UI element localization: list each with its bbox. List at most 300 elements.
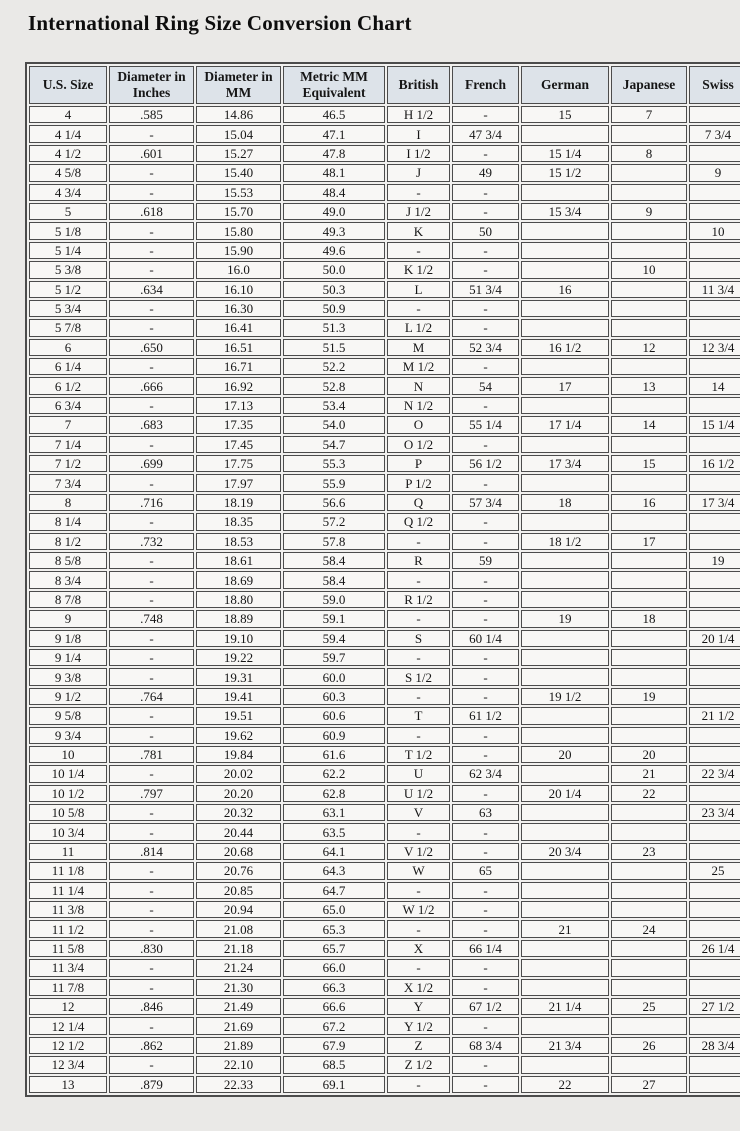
table-cell	[611, 242, 687, 259]
table-cell: 63	[452, 804, 519, 821]
table-cell: .781	[109, 746, 194, 763]
table-cell	[521, 1056, 609, 1073]
table-cell: -	[387, 610, 450, 627]
table-cell: 18	[611, 610, 687, 627]
table-row	[29, 1076, 740, 1093]
table-cell: M	[387, 339, 450, 356]
table-cell: 11	[29, 843, 107, 860]
table-cell: -	[452, 882, 519, 899]
table-cell: 51 3/4	[452, 281, 519, 298]
table-cell: 10	[689, 222, 740, 239]
table-cell: 52 3/4	[452, 339, 519, 356]
table-row	[29, 882, 740, 899]
table-cell: 10 3/4	[29, 823, 107, 840]
table-cell: 21 1/4	[521, 998, 609, 1015]
table-cell: 9	[611, 203, 687, 220]
table-cell	[611, 823, 687, 840]
table-cell	[611, 300, 687, 317]
table-cell: 9 1/4	[29, 649, 107, 666]
table-cell: -	[452, 591, 519, 608]
column-header: Japanese	[611, 66, 687, 104]
table-cell: 19	[521, 610, 609, 627]
table-cell	[689, 959, 740, 976]
table-cell: -	[452, 843, 519, 860]
table-cell: -	[109, 649, 194, 666]
table-cell: -	[109, 242, 194, 259]
table-cell: 9 3/4	[29, 727, 107, 744]
table-cell: K 1/2	[387, 261, 450, 278]
table-body	[29, 106, 740, 1093]
table-row	[29, 533, 740, 550]
table-cell	[611, 862, 687, 879]
table-cell: T	[387, 707, 450, 724]
table-cell: 22	[611, 785, 687, 802]
table-cell: 63.1	[283, 804, 385, 821]
column-header: British	[387, 66, 450, 104]
table-cell: -	[387, 727, 450, 744]
table-cell: -	[452, 727, 519, 744]
table-row	[29, 727, 740, 744]
table-cell: -	[109, 804, 194, 821]
table-cell: 11 1/4	[29, 882, 107, 899]
table-cell: 10	[29, 746, 107, 763]
table-cell: -	[109, 707, 194, 724]
table-cell: 15.70	[196, 203, 281, 220]
table-cell: V	[387, 804, 450, 821]
table-cell: 15.80	[196, 222, 281, 239]
table-row	[29, 203, 740, 220]
table-cell	[611, 882, 687, 899]
table-cell: -	[109, 630, 194, 647]
table-cell	[611, 513, 687, 530]
table-row	[29, 300, 740, 317]
table-cell: 5 3/4	[29, 300, 107, 317]
table-cell: 21.89	[196, 1037, 281, 1054]
table-row	[29, 998, 740, 1015]
table-row	[29, 610, 740, 627]
table-cell	[521, 823, 609, 840]
table-cell: .830	[109, 940, 194, 957]
table-cell: .732	[109, 533, 194, 550]
table-cell: 17.75	[196, 455, 281, 472]
table-cell: 67 1/2	[452, 998, 519, 1015]
table-cell: -	[387, 823, 450, 840]
table-cell: 47.1	[283, 125, 385, 142]
table-cell: .699	[109, 455, 194, 472]
table-cell: 13	[611, 377, 687, 394]
table-cell: 46.5	[283, 106, 385, 123]
table-cell: 60 1/4	[452, 630, 519, 647]
table-cell: T 1/2	[387, 746, 450, 763]
table-cell: U 1/2	[387, 785, 450, 802]
table-cell	[611, 164, 687, 181]
page-title: International Ring Size Conversion Chart	[28, 11, 412, 35]
table-cell	[611, 649, 687, 666]
table-cell: -	[109, 959, 194, 976]
table-cell: -	[452, 513, 519, 530]
table-cell: 7	[29, 416, 107, 433]
table-cell: 53.4	[283, 397, 385, 414]
table-cell: 12 3/4	[689, 339, 740, 356]
table-cell: R	[387, 552, 450, 569]
table-cell: 20 3/4	[521, 843, 609, 860]
table-row	[29, 106, 740, 123]
table-cell: 16 1/2	[521, 339, 609, 356]
table-cell: .846	[109, 998, 194, 1015]
table-cell: 19 1/2	[521, 688, 609, 705]
table-cell	[689, 1017, 740, 1034]
table-cell: 65.3	[283, 920, 385, 937]
table-cell: -	[109, 571, 194, 588]
table-row	[29, 145, 740, 162]
table-cell: 21.08	[196, 920, 281, 937]
table-cell: 17.35	[196, 416, 281, 433]
table-cell: -	[109, 882, 194, 899]
table-cell: 19.22	[196, 649, 281, 666]
table-cell: 61 1/2	[452, 707, 519, 724]
table-cell: -	[452, 901, 519, 918]
table-cell: 17.13	[196, 397, 281, 414]
table-row	[29, 494, 740, 511]
table-cell: 55 1/4	[452, 416, 519, 433]
table-cell: 67.9	[283, 1037, 385, 1054]
table-cell: I 1/2	[387, 145, 450, 162]
table-cell: 12 1/4	[29, 1017, 107, 1034]
table-cell: 18.69	[196, 571, 281, 588]
table-cell: .862	[109, 1037, 194, 1054]
table-cell: -	[452, 979, 519, 996]
table-cell: 19	[611, 688, 687, 705]
table-cell: W 1/2	[387, 901, 450, 918]
table-cell: 20.85	[196, 882, 281, 899]
table-cell: 16.30	[196, 300, 281, 317]
table-cell: 62.2	[283, 765, 385, 782]
table-cell: 11 7/8	[29, 979, 107, 996]
table-cell: 7 1/2	[29, 455, 107, 472]
table-cell: 21.49	[196, 998, 281, 1015]
table-cell	[611, 979, 687, 996]
table-cell: -	[452, 959, 519, 976]
table-cell: 16 1/2	[689, 455, 740, 472]
table-cell: Q 1/2	[387, 513, 450, 530]
table-cell: 5 1/4	[29, 242, 107, 259]
table-row	[29, 668, 740, 685]
table-cell: 22	[521, 1076, 609, 1093]
table-cell: 5	[29, 203, 107, 220]
table-cell: 57 3/4	[452, 494, 519, 511]
table-cell: -	[387, 688, 450, 705]
table-cell	[689, 474, 740, 491]
table-cell: -	[109, 765, 194, 782]
table-cell: 52.8	[283, 377, 385, 394]
table-cell: 57.2	[283, 513, 385, 530]
table-cell	[611, 668, 687, 685]
table-row	[29, 591, 740, 608]
table-cell: -	[109, 552, 194, 569]
table-cell: 18.53	[196, 533, 281, 550]
table-cell: R 1/2	[387, 591, 450, 608]
table-cell: 19.10	[196, 630, 281, 647]
table-cell	[611, 1056, 687, 1073]
table-cell: -	[452, 688, 519, 705]
table-cell: 23 3/4	[689, 804, 740, 821]
table-cell: 27	[611, 1076, 687, 1093]
table-cell: 6 1/4	[29, 358, 107, 375]
table-cell: -	[109, 668, 194, 685]
table-cell	[611, 436, 687, 453]
table-cell	[521, 125, 609, 142]
table-cell	[521, 668, 609, 685]
table-cell: 18	[521, 494, 609, 511]
table-cell: 65	[452, 862, 519, 879]
table-cell: -	[452, 242, 519, 259]
table-cell: 11 5/8	[29, 940, 107, 957]
table-cell: -	[387, 649, 450, 666]
table-row	[29, 513, 740, 530]
table-cell	[689, 668, 740, 685]
table-cell: -	[109, 920, 194, 937]
table-cell	[521, 571, 609, 588]
table-cell: .650	[109, 339, 194, 356]
table-cell: 69.1	[283, 1076, 385, 1093]
table-cell: 68 3/4	[452, 1037, 519, 1054]
table-cell: P 1/2	[387, 474, 450, 491]
column-header: Diameter in MM	[196, 66, 281, 104]
table-cell: .683	[109, 416, 194, 433]
table-cell: 28 3/4	[689, 1037, 740, 1054]
table-cell: 68.5	[283, 1056, 385, 1073]
table-cell: 12	[611, 339, 687, 356]
table-cell: 66.0	[283, 959, 385, 976]
table-cell	[689, 300, 740, 317]
table-cell: 49.3	[283, 222, 385, 239]
header-row	[29, 66, 740, 104]
table-cell: 18.35	[196, 513, 281, 530]
table-cell: 12 1/2	[29, 1037, 107, 1054]
column-header: Diameter in Inches	[109, 66, 194, 104]
table-cell: 14.86	[196, 106, 281, 123]
table-cell: -	[109, 358, 194, 375]
table-cell: -	[452, 358, 519, 375]
table-cell: Z 1/2	[387, 1056, 450, 1073]
table-cell	[521, 630, 609, 647]
table-cell: 15.90	[196, 242, 281, 259]
table-cell: 66 1/4	[452, 940, 519, 957]
table-cell: 64.1	[283, 843, 385, 860]
table-cell: 22 3/4	[689, 765, 740, 782]
table-cell: 26	[611, 1037, 687, 1054]
table-cell	[689, 358, 740, 375]
table-cell	[521, 862, 609, 879]
table-cell: 51.3	[283, 319, 385, 336]
table-cell: S 1/2	[387, 668, 450, 685]
table-cell	[689, 513, 740, 530]
table-row	[29, 416, 740, 433]
table-cell	[521, 727, 609, 744]
table-cell: 48.4	[283, 184, 385, 201]
table-cell	[689, 184, 740, 201]
table-cell	[611, 901, 687, 918]
table-cell	[689, 823, 740, 840]
table-cell: 25	[689, 862, 740, 879]
table-cell: 60.3	[283, 688, 385, 705]
table-row	[29, 630, 740, 647]
table-cell: -	[109, 222, 194, 239]
table-cell: 10 1/2	[29, 785, 107, 802]
table-row	[29, 804, 740, 821]
table-cell: -	[387, 300, 450, 317]
table-cell	[689, 1056, 740, 1073]
table-row	[29, 222, 740, 239]
table-row	[29, 184, 740, 201]
table-cell: 4 5/8	[29, 164, 107, 181]
table-cell: -	[109, 436, 194, 453]
table-row	[29, 281, 740, 298]
table-cell: 15.27	[196, 145, 281, 162]
table-cell: 20.68	[196, 843, 281, 860]
table-cell: W	[387, 862, 450, 879]
table-cell: 8	[29, 494, 107, 511]
table-cell: -	[109, 261, 194, 278]
table-cell	[521, 979, 609, 996]
column-header: Swiss	[689, 66, 740, 104]
table-cell: -	[452, 261, 519, 278]
table-cell: 5 7/8	[29, 319, 107, 336]
table-cell: -	[387, 1076, 450, 1093]
table-cell	[521, 765, 609, 782]
table-cell	[689, 843, 740, 860]
table-cell: -	[452, 436, 519, 453]
table-cell	[611, 571, 687, 588]
table-cell: -	[109, 979, 194, 996]
table-cell: -	[452, 300, 519, 317]
table-row	[29, 1056, 740, 1073]
table-cell: 15.40	[196, 164, 281, 181]
table-cell: X 1/2	[387, 979, 450, 996]
table-row	[29, 552, 740, 569]
table-row	[29, 125, 740, 142]
table-cell: 6 3/4	[29, 397, 107, 414]
table-cell	[689, 591, 740, 608]
table-cell: 21 3/4	[521, 1037, 609, 1054]
table-cell: 23	[611, 843, 687, 860]
table-cell: -	[452, 203, 519, 220]
table-cell: N 1/2	[387, 397, 450, 414]
table-cell: 15	[611, 455, 687, 472]
table-cell	[521, 901, 609, 918]
table-cell	[689, 746, 740, 763]
table-cell	[689, 727, 740, 744]
table-cell: -	[452, 533, 519, 550]
table-cell	[689, 571, 740, 588]
table-cell: 56 1/2	[452, 455, 519, 472]
table-cell: 18 1/2	[521, 533, 609, 550]
table-cell: 4 1/4	[29, 125, 107, 142]
table-cell	[521, 804, 609, 821]
table-cell: 14	[689, 377, 740, 394]
table-cell: 4 3/4	[29, 184, 107, 201]
table-row	[29, 823, 740, 840]
table-cell	[689, 649, 740, 666]
table-cell	[521, 300, 609, 317]
table-cell	[521, 261, 609, 278]
table-cell: 64.7	[283, 882, 385, 899]
table-cell: 10	[611, 261, 687, 278]
table-cell: Y	[387, 998, 450, 1015]
table-cell: X	[387, 940, 450, 957]
table-cell: -	[452, 668, 519, 685]
table-cell: Z	[387, 1037, 450, 1054]
table-cell: 17 3/4	[521, 455, 609, 472]
table-cell: 20.20	[196, 785, 281, 802]
table-cell	[689, 261, 740, 278]
table-cell: .716	[109, 494, 194, 511]
table-row	[29, 940, 740, 957]
table-cell: -	[109, 862, 194, 879]
table-cell	[689, 106, 740, 123]
table-cell: H 1/2	[387, 106, 450, 123]
table-cell	[611, 940, 687, 957]
table-cell: 52.2	[283, 358, 385, 375]
table-cell: -	[452, 610, 519, 627]
table-cell: 55.9	[283, 474, 385, 491]
table-cell	[689, 533, 740, 550]
table-cell: 47 3/4	[452, 125, 519, 142]
table-cell: 7 3/4	[29, 474, 107, 491]
table-row	[29, 358, 740, 375]
table-cell	[689, 203, 740, 220]
table-row	[29, 649, 740, 666]
table-cell: 21.69	[196, 1017, 281, 1034]
table-cell: .748	[109, 610, 194, 627]
table-cell: 11 3/8	[29, 901, 107, 918]
table-cell	[521, 882, 609, 899]
table-cell	[611, 552, 687, 569]
table-cell: 15.53	[196, 184, 281, 201]
table-cell	[521, 513, 609, 530]
table-cell: 20.44	[196, 823, 281, 840]
table-cell: 26 1/4	[689, 940, 740, 957]
table-cell: 9 1/8	[29, 630, 107, 647]
table-cell: 17 3/4	[689, 494, 740, 511]
table-cell: 65.0	[283, 901, 385, 918]
table-cell: 8 7/8	[29, 591, 107, 608]
table-cell: 19.84	[196, 746, 281, 763]
table-cell: 17.97	[196, 474, 281, 491]
table-row	[29, 901, 740, 918]
table-cell: 24	[611, 920, 687, 937]
table-cell: 20.02	[196, 765, 281, 782]
table-cell	[611, 474, 687, 491]
table-cell: 66.6	[283, 998, 385, 1015]
table-cell: 59	[452, 552, 519, 569]
table-cell: 8 3/4	[29, 571, 107, 588]
table-cell: 11 3/4	[29, 959, 107, 976]
table-cell: 20	[521, 746, 609, 763]
table-cell: .634	[109, 281, 194, 298]
table-cell: 50.9	[283, 300, 385, 317]
table-cell: -	[387, 184, 450, 201]
table-cell: 63.5	[283, 823, 385, 840]
table-cell: N	[387, 377, 450, 394]
table-cell: 19.41	[196, 688, 281, 705]
table-cell	[611, 804, 687, 821]
table-cell	[521, 358, 609, 375]
table-cell: -	[452, 145, 519, 162]
table-cell: 4	[29, 106, 107, 123]
table-cell: .764	[109, 688, 194, 705]
table-cell: .618	[109, 203, 194, 220]
